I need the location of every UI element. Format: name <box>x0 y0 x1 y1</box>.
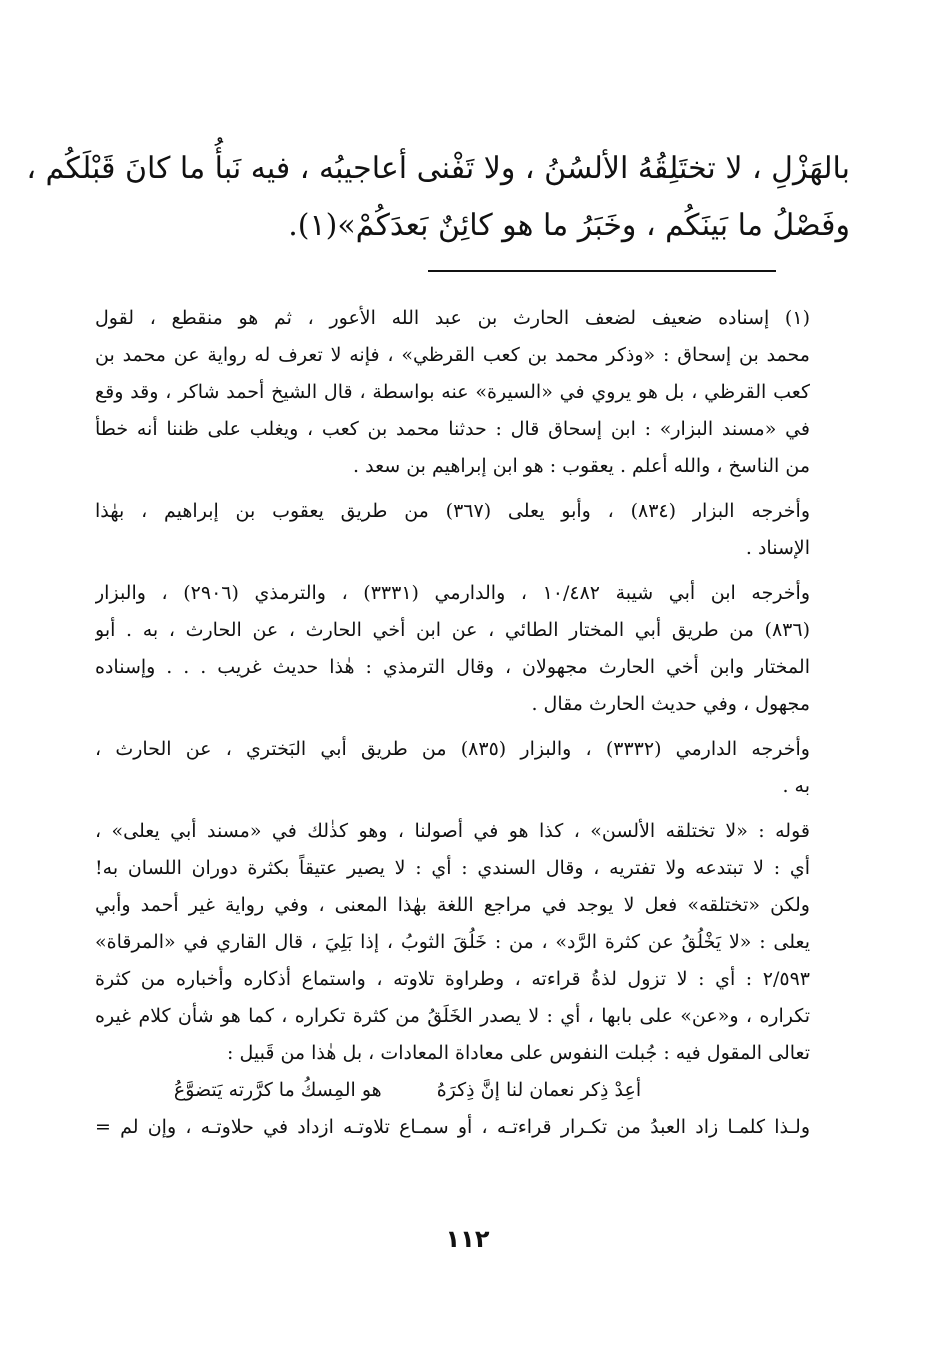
footnote-line: أي : لا تبتدعه ولا تفتريه ، وقال السندي : أي : لا يصير عتيقاً بكثرة دوران اللسان به! <box>95 857 810 879</box>
poem-hemistich-2: هو المِسكُ ما كرَّرته يَتضوَّعُ <box>173 1079 382 1101</box>
footnote-line: تكراره ، و«عن» على بابها ، أي : لا يصدر الخَلَقُ من كثرة تكراره ، كما هو شأن كلام غيره <box>95 1005 810 1027</box>
footnote-line: ولـذا كلمـا زاد العبدُ من تكـرار قراءتـه ، أو سمـاع تلاوتـه ازداد في حلاوتـه ، وإن لم = <box>95 1116 810 1138</box>
page-number: ١١٢ <box>445 1225 490 1253</box>
main-text-line: وفَصْلُ ما بَينَكُم ، وخَبَرُ ما هو كائِنٌ بَعدَكُمْ»(١). <box>288 208 850 243</box>
footnote-line: في «مسند البزار» : ابن إسحاق قال : حدثنا محمد بن كعب ، ويغلب على ظننا أنه خطأ <box>95 418 810 440</box>
footnote-paragraph <box>95 493 810 567</box>
footnote-line: (١) إسناده ضعيف لضعف الحارث بن عبد الله الأعور ، ثم هو منقطع ، لقول <box>95 307 810 329</box>
footnote-line: المختار وابن أخي الحارث مجهولان ، وقال الترمذي : هٰذا حديث غريب . . . وإسناده <box>95 656 810 678</box>
footnote-paragraph <box>95 731 810 805</box>
footnote-paragraph <box>95 575 810 723</box>
main-text-line: بالهَزْلِ ، لا تختَلِقُهُ الألسُنُ ، ولا تَفْنى أعاجيبُه ، فيه نَبأُ ما كانَ قَبْلَكُم ، <box>26 151 850 186</box>
footnote-line: كعب القرظي ، بل هو يروي في «السيرة» عنه بواسطة ، قال الشيخ أحمد شاكر ، وقد وقع <box>95 381 810 403</box>
footnote-line: تعالى المقول فيه : جُبلت النفوس على معاداة المعادات ، بل هٰذا من قَبيل : <box>227 1042 810 1064</box>
footnote-line: وأخرجه الدارمي (٣٣٣٢) ، والبزار (٨٣٥) من طريق أبي البَختري ، عن الحارث ، <box>95 738 810 760</box>
main-text <box>26 140 850 254</box>
footnote-line: وأخرجه البزار (٨٣٤) ، وأبو يعلى (٣٦٧) من طريق يعقوب بن إبراهيم ، بهٰذا <box>95 500 810 522</box>
footnote-line: محمد بن إسحاق : «وذكر محمد بن كعب القرظي» ، فإنه لا تعرف له رواية عن محمد بن <box>95 344 810 366</box>
footnote-line: الإسناد . <box>745 537 810 559</box>
poem-verse <box>95 1072 810 1109</box>
footnote-paragraph <box>95 813 810 1072</box>
footnote-line: مجهول ، وفي حديث الحارث مقال . <box>531 693 810 715</box>
footnote-paragraph <box>95 300 810 485</box>
footnotes <box>95 300 810 1146</box>
footnote-line: يعلى : «لا يَخْلُقُ عن كثرة الرَّد» ، من : خَلُقَ الثوبُ ، إذا بَلِيَ ، قال القاري في «المرقاة» <box>95 931 810 953</box>
footnote-line: به . <box>782 775 810 797</box>
footnote-separator <box>428 270 776 272</box>
footnote-line: من الناسخ ، والله أعلم . يعقوب : هو ابن إبراهيم بن سعد . <box>353 455 810 477</box>
footnote-line: ولكن «تختلقه» فعل لا يوجد في مراجع اللغة بهٰذا المعنى ، وفي رواية غير أحمد وأبي <box>95 894 810 916</box>
poem-hemistich-1: أعِدْ ذِكر نعمان لنا إنَّ ذِكرَهُ <box>436 1079 642 1101</box>
footnote-line: ٢/٥٩٣ : أي : لا تزول لذةُ قراءته ، وطراوة تلاوته ، واستماع أذكاره وأخباره من كثرة <box>95 968 810 990</box>
footnote-line: قوله : «لا تختلقه الألسن» ، كذا هو في أصولنا ، وهو كذٰلك في «مسند أبي يعلى» ، <box>95 820 810 842</box>
footnote-line: وأخرجه ابن أبي شيبة ١٠/٤٨٢ ، والدارمي (٣٣٣١) ، والترمذي (٢٩٠٦) ، والبزار <box>95 582 810 604</box>
footnote-line: (٨٣٦) من طريق أبي المختار الطائي ، عن ابن أخي الحارث ، عن الحارث ، به . أبو <box>95 619 810 641</box>
